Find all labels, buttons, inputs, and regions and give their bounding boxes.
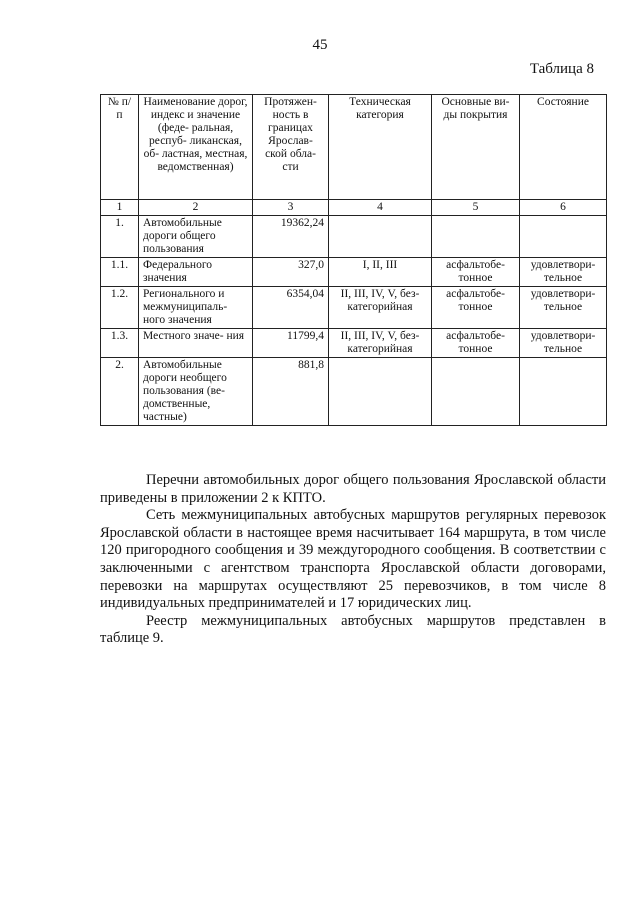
row-surface [432,216,520,258]
row-condition [520,358,607,426]
row-num: 1. [101,216,139,258]
table-header-row [101,95,607,200]
row-category [329,216,432,258]
header-cell-condition: Состояние [520,95,607,200]
row-length: 19362,24 [253,216,329,258]
table-caption: Таблица 8 [529,61,594,77]
row-name: Автомобильные дороги общего пользования [139,216,253,258]
header-cell-length: Протяжен- ность в границах Ярослав- ской обла- сти [253,95,329,200]
row-condition: удовлетвори- тельное [520,258,607,287]
row-condition: удовлетвори- тельное [520,287,607,329]
row-category: I, II, III [329,258,432,287]
row-length: 11799,4 [253,329,329,358]
row-category: II, III, IV, V, без- категорийная [329,329,432,358]
column-number: 6 [520,200,607,216]
column-number: 2 [139,200,253,216]
roads-table [100,94,607,426]
body-text [100,472,606,648]
column-number: 4 [329,200,432,216]
table-row [101,287,607,329]
header-cell-surface: Основные ви- ды покрытия [432,95,520,200]
row-category: II, III, IV, V, без- категорийная [329,287,432,329]
column-number-row [101,200,607,216]
row-category [329,358,432,426]
row-surface: асфальтобе- тонное [432,287,520,329]
table-row [101,258,607,287]
row-length: 881,8 [253,358,329,426]
row-surface: асфальтобе- тонное [432,258,520,287]
header-cell-num: № п/п [101,95,139,200]
row-length: 6354,04 [253,287,329,329]
table-row [101,216,607,258]
paragraph: Сеть межмуниципальных автобусных маршрутов регулярных перевозок Ярославской области в настоящее время насчитывает 164 маршрута, в том числе 120 пригородного сообщения и 39 междугородного сообщения. В соответствии с заключенными с агентством транспорта Ярославской области договорами, перевозки на маршрутах осуществляют 25 перевозчиков, в том числе 8 индивидуальных предпринимателей и 17 юридических лиц. [100,507,606,612]
paragraph: Реестр межмуниципальных автобусных маршрутов представлен в таблице 9. [100,612,606,647]
header-cell-category: Техническая категория [329,95,432,200]
row-num: 2. [101,358,139,426]
column-number: 3 [253,200,329,216]
row-name: Регионального и межмуниципаль- ного значения [139,287,253,329]
row-name: Местного значе- ния [139,329,253,358]
table-row [101,358,607,426]
row-condition [520,216,607,258]
page-number: 45 [312,37,328,53]
row-condition: удовлетвори- тельное [520,329,607,358]
header-cell-name: Наименование дорог, индекс и значение (феде- ральная, респуб- ликанская, об- ластная, местная, ведомственная) [139,95,253,200]
column-number: 5 [432,200,520,216]
row-surface [432,358,520,426]
column-number: 1 [101,200,139,216]
row-name: Федерального значения [139,258,253,287]
paragraph: Перечни автомобильных дорог общего пользования Ярославской области приведены в приложении 2 к КПТО. [100,472,606,506]
row-num: 1.1. [101,258,139,287]
row-num: 1.2. [101,287,139,329]
row-surface: асфальтобе- тонное [432,329,520,358]
row-name: Автомобильные дороги необщего пользования (ве- домственные, частные) [139,358,253,426]
table-row [101,329,607,358]
row-num: 1.3. [101,329,139,358]
row-length: 327,0 [253,258,329,287]
